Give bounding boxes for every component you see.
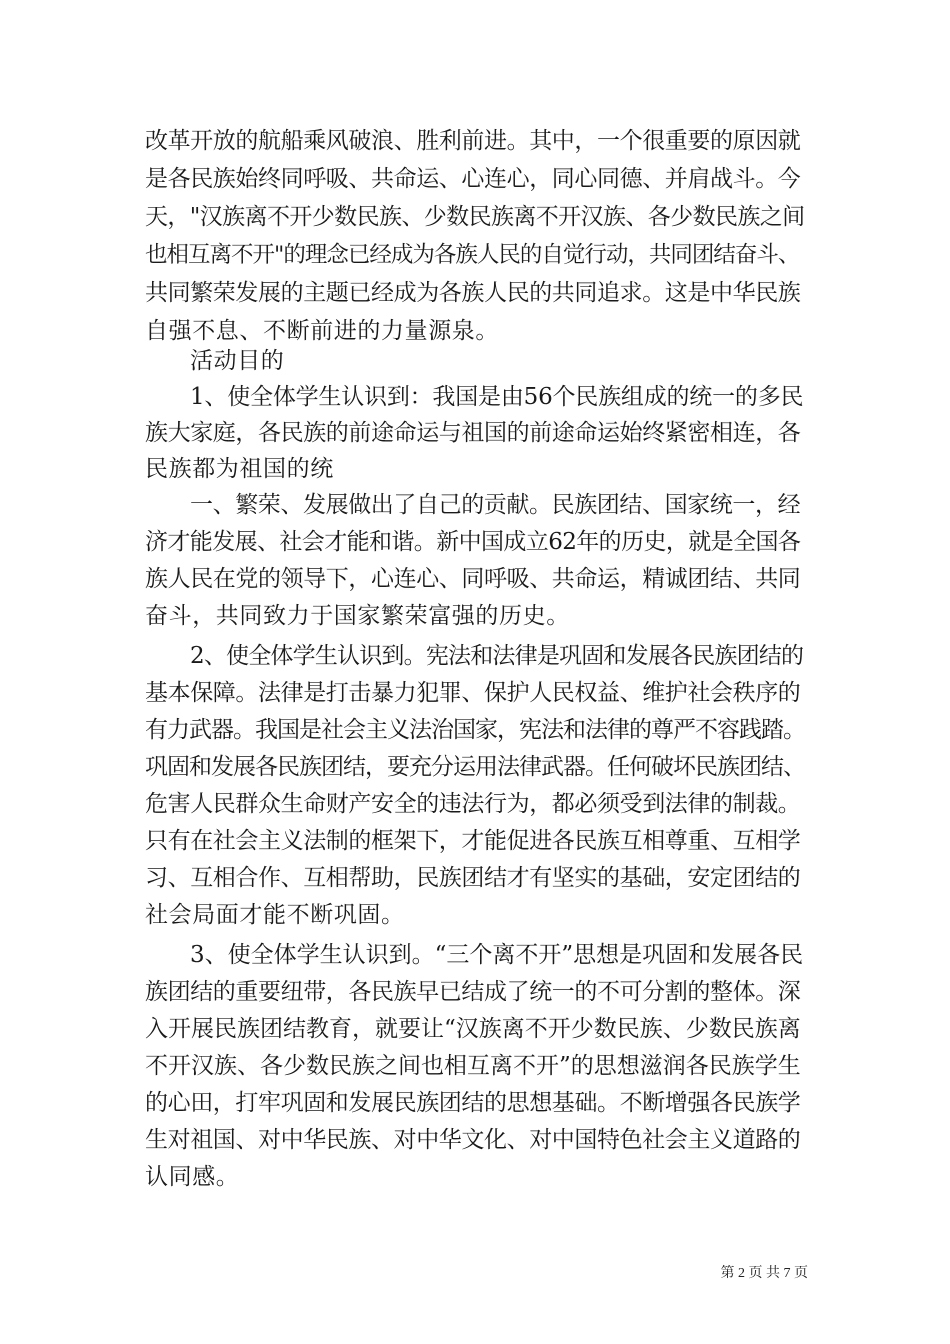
text-line: 生对祖国、对中华民族、对中华文化、对中国特色社会主义道路的 [145,1127,801,1153]
text-line: 2、使全体学生认识到。宪法和法律是巩固和发展各民族团结的 [190,643,804,669]
text-line: 自强不息、不断前进的力量源泉。 [145,318,499,344]
text-line: 共同繁荣发展的主题已经成为各族人民的共同追求。这是中华民族 [145,280,801,306]
text-line: 只有在社会主义法制的框架下，才能促进各民族互相尊重、互相学 [145,828,801,854]
text-line: 不开汉族、各少数民族之间也相互离不开”的思想滋润各民族学生 [145,1053,801,1079]
text-line: 奋斗，共同致力于国家繁荣富强的历史。 [145,603,570,629]
text-line: 天，"汉族离不开少数民族、少数民族离不开汉族、各少数民族之间 [145,204,805,230]
text-line: 的心田，打牢巩固和发展民族团结的思想基础。不断增强各民族学 [145,1090,801,1116]
text-line: 族大家庭，各民族的前途命运与祖国的前途命运始终紧密相连，各 [145,420,801,446]
text-line: 1、使全体学生认识到：我国是由56个民族组成的统一的多民 [190,384,804,410]
text-line: 是各民族始终同呼吸、共命运、心连心，同心同德、并肩战斗。今 [145,166,801,192]
text-line: 巩固和发展各民族团结，要充分运用法律武器。任何破坏民族团结、 [145,754,805,780]
text-line: 入开展民族团结教育，就要让“汉族离不开少数民族、少数民族离 [145,1016,801,1042]
text-line: 济才能发展、社会才能和谐。新中国成立62年的历史，就是全国各 [145,529,801,555]
text-line: 危害人民群众生命财产安全的违法行为，都必须受到法律的制裁。 [145,791,801,817]
text-line: 一、繁荣、发展做出了自己的贡献。民族团结、国家统一，经 [190,492,801,518]
text-line: 认同感。 [145,1164,240,1190]
text-line: 社会局面才能不断巩固。 [145,902,405,928]
text-line: 3、使全体学生认识到。“三个离不开”思想是巩固和发展各民 [190,942,804,968]
text-line: 有力武器。我国是社会主义法治国家，宪法和法律的尊严不容践踏。 [145,717,805,743]
text-line: 改革开放的航船乘风破浪、胜利前进。其中，一个很重要的原因就 [145,128,801,154]
text-line: 也相互离不开"的理念已经成为各族人民的自觉行动，共同团结奋斗、 [145,242,800,268]
text-line: 习、互相合作、互相帮助，民族团结才有坚实的基础，安定团结的 [145,865,801,891]
text-line: 基本保障。法律是打击暴力犯罪、保护人民权益、维护社会秩序的 [145,680,801,706]
page-number: 第 2 页 共 7 页 [720,1266,808,1281]
text-line: 民族都为祖国的统 [145,456,334,482]
text-line: 族人民在党的领导下，心连心、同呼吸、共命运，精诚团结、共同 [145,566,801,592]
section-heading: 活动目的 [190,348,285,374]
text-line: 族团结的重要纽带，各民族早已结成了统一的不可分割的整体。深 [145,979,801,1005]
